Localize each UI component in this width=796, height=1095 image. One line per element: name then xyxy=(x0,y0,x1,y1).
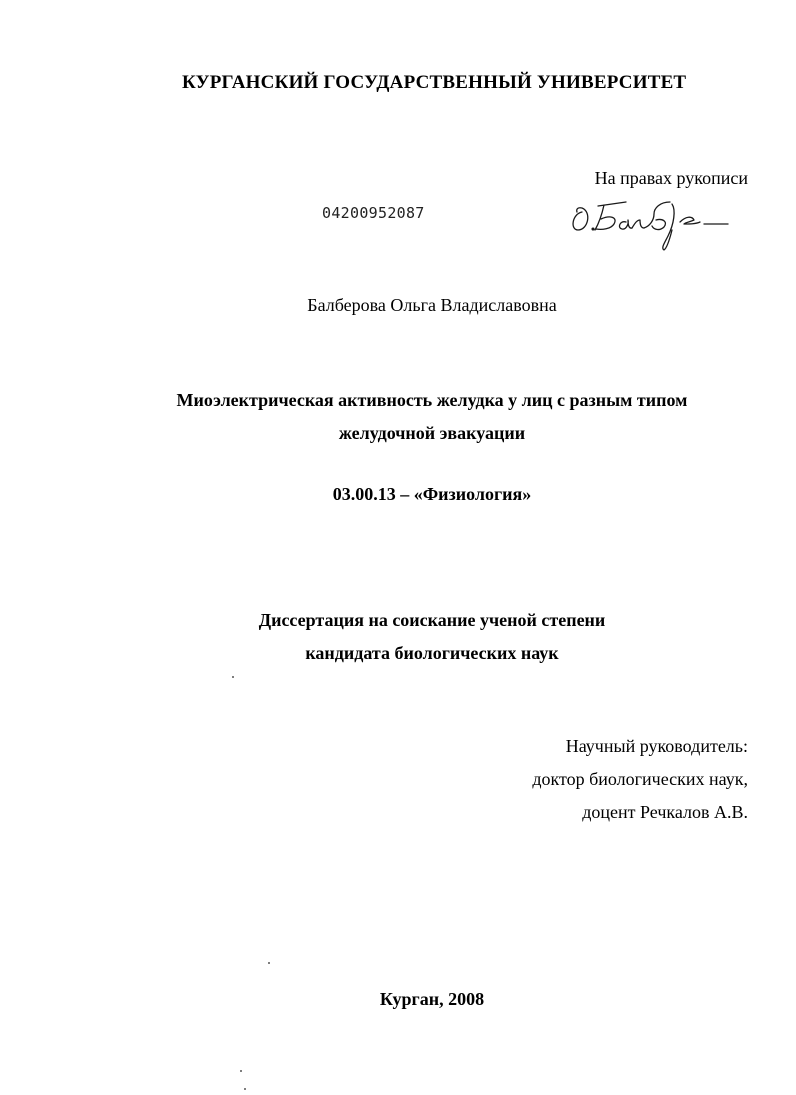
scan-speck xyxy=(244,1088,246,1090)
supervisor-degree: доктор биологических наук, xyxy=(532,769,748,789)
specialty-code: 03.00.13 – «Физиология» xyxy=(332,484,532,504)
supervisor-role: Научный руководитель: xyxy=(565,736,748,756)
author-name: Балберова Ольга Владиславовна xyxy=(307,295,557,315)
university-name: КУРГАНСКИЙ ГОСУДАРСТВЕННЫЙ УНИВЕРСИТЕТ xyxy=(182,72,687,93)
city-year: Курган, 2008 xyxy=(379,989,485,1009)
signature-icon xyxy=(568,190,738,254)
degree-line-1: Диссертация на соискание ученой степени xyxy=(258,610,606,630)
thesis-title-line-1: Миоэлектрическая активность желудка у лиц с разным типом xyxy=(176,390,688,410)
degree-line-2: кандидата биологических наук xyxy=(305,643,559,663)
supervisor-name: доцент Речкалов А.В. xyxy=(582,802,748,822)
manuscript-rights-note: На правах рукописи xyxy=(594,168,748,188)
scan-speck xyxy=(240,1070,242,1072)
document-number: 04200952087 xyxy=(322,204,425,222)
scan-speck xyxy=(232,676,234,678)
thesis-title-line-2: желудочной эвакуации xyxy=(338,423,526,443)
scan-speck xyxy=(268,962,270,964)
